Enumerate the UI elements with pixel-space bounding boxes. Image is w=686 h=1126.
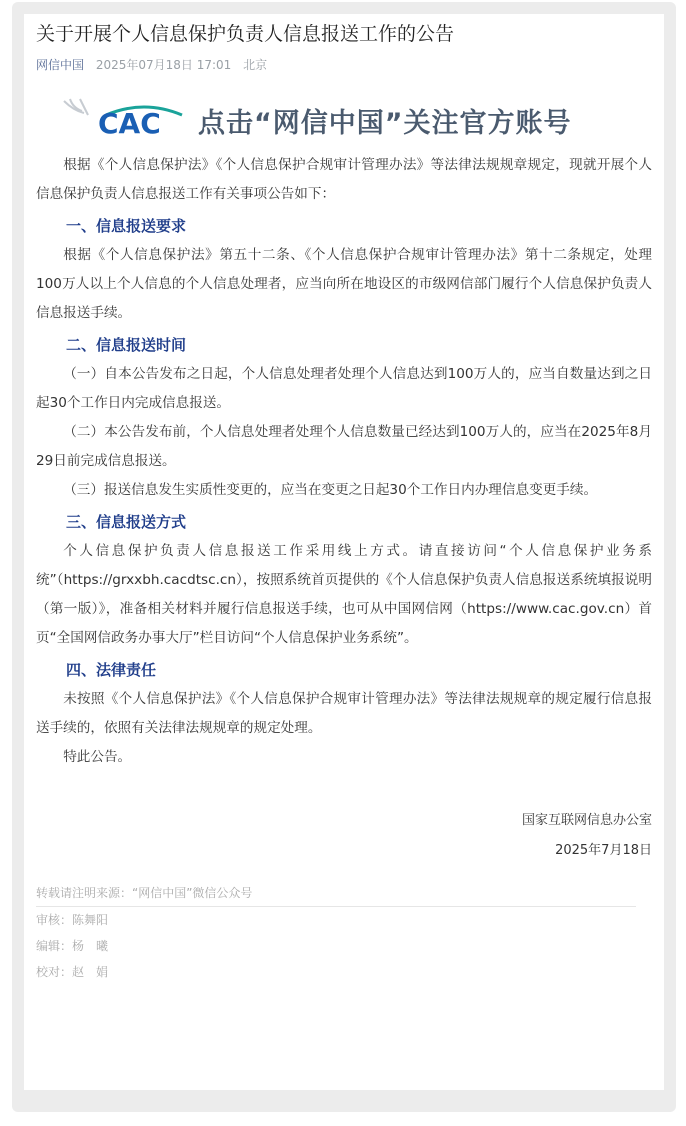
article-meta	[36, 56, 652, 73]
proofreader-credit: 校对：赵 娟	[36, 965, 109, 979]
signature-org: 国家互联网信息办公室	[521, 813, 652, 828]
section-heading-1: 一、信息报送要求	[66, 217, 187, 235]
article-body	[36, 151, 652, 866]
signature-date: 2025年7月18日	[555, 843, 652, 858]
reviewer-credit: 审核：陈舞阳	[36, 913, 109, 927]
article-date: 2025年07月18日 17:01	[95, 58, 232, 72]
section-3-paragraph: 个人信息保护负责人信息报送工作采用线上方式。请直接访问“个人信息保护业务系统”（https://grxxbh.cacdtsc.cn），按照系统首页提供的《个人信息保护负责人信息报送系统填报说明（第一版）》，准备相关材料并履行信息报送手续，也可从中国网信网（https://www.cac.gov.cn）首页“全国网信政务办事大厅”栏目访问“个人信息保护业务系统”。	[36, 543, 652, 646]
article-source-link[interactable]: 网信中国	[36, 58, 85, 72]
section-4-paragraph: 未按照《个人信息保护法》《个人信息保护合规审计管理办法》等法律法规规章的规定履行信息报送手续的，依照有关法律法规规章的规定处理。	[36, 691, 652, 736]
follow-slogan: 点击“网信中国”关注官方账号	[198, 108, 572, 139]
section-heading-2: 二、信息报送时间	[66, 336, 187, 354]
article-card	[24, 14, 664, 1090]
feather-icon	[62, 97, 94, 121]
editor-credit: 编辑：杨 曦	[36, 939, 109, 953]
section-heading-4: 四、法律责任	[66, 661, 157, 679]
cac-logo-icon	[96, 97, 192, 137]
section-1-paragraph: 根据《个人信息保护法》第五十二条、《个人信息保护合规审计管理办法》第十二条规定，处理100万人以上个人信息的个人信息处理者，应当向所在地设区的市级网信部门履行个人信息保护负责人信息报送手续。	[36, 247, 652, 321]
section-2-item-3: （三）报送信息发生实质性变更的，应当在变更之日起30个工作日内办理信息变更手续。	[63, 482, 598, 498]
intro-paragraph: 根据《个人信息保护法》《个人信息保护合规审计管理办法》等法律法规规章规定，现就开展个人信息保护负责人信息报送工作有关事项公告如下：	[36, 157, 652, 202]
logo-text: CAC	[98, 107, 161, 137]
section-2-item-1: （一）自本公告发布之日起，个人信息处理者处理个人信息达到100万人的，应当自数量达到之日起30个工作日内完成信息报送。	[36, 366, 652, 411]
section-2-item-2: （二）本公告发布前，个人信息处理者处理个人信息数量已经达到100万人的，应当在2025年8月29日前完成信息报送。	[36, 424, 652, 469]
section-heading-3: 三、信息报送方式	[66, 513, 187, 531]
reprint-notice: 转载请注明来源：“网信中国”微信公众号	[36, 884, 636, 907]
article-footer	[36, 884, 652, 985]
article-location: 北京	[243, 58, 268, 72]
follow-banner[interactable]	[36, 91, 652, 143]
article-title: 关于开展个人信息保护负责人信息报送工作的公告	[36, 23, 455, 45]
closing-line: 特此公告。	[63, 749, 132, 765]
